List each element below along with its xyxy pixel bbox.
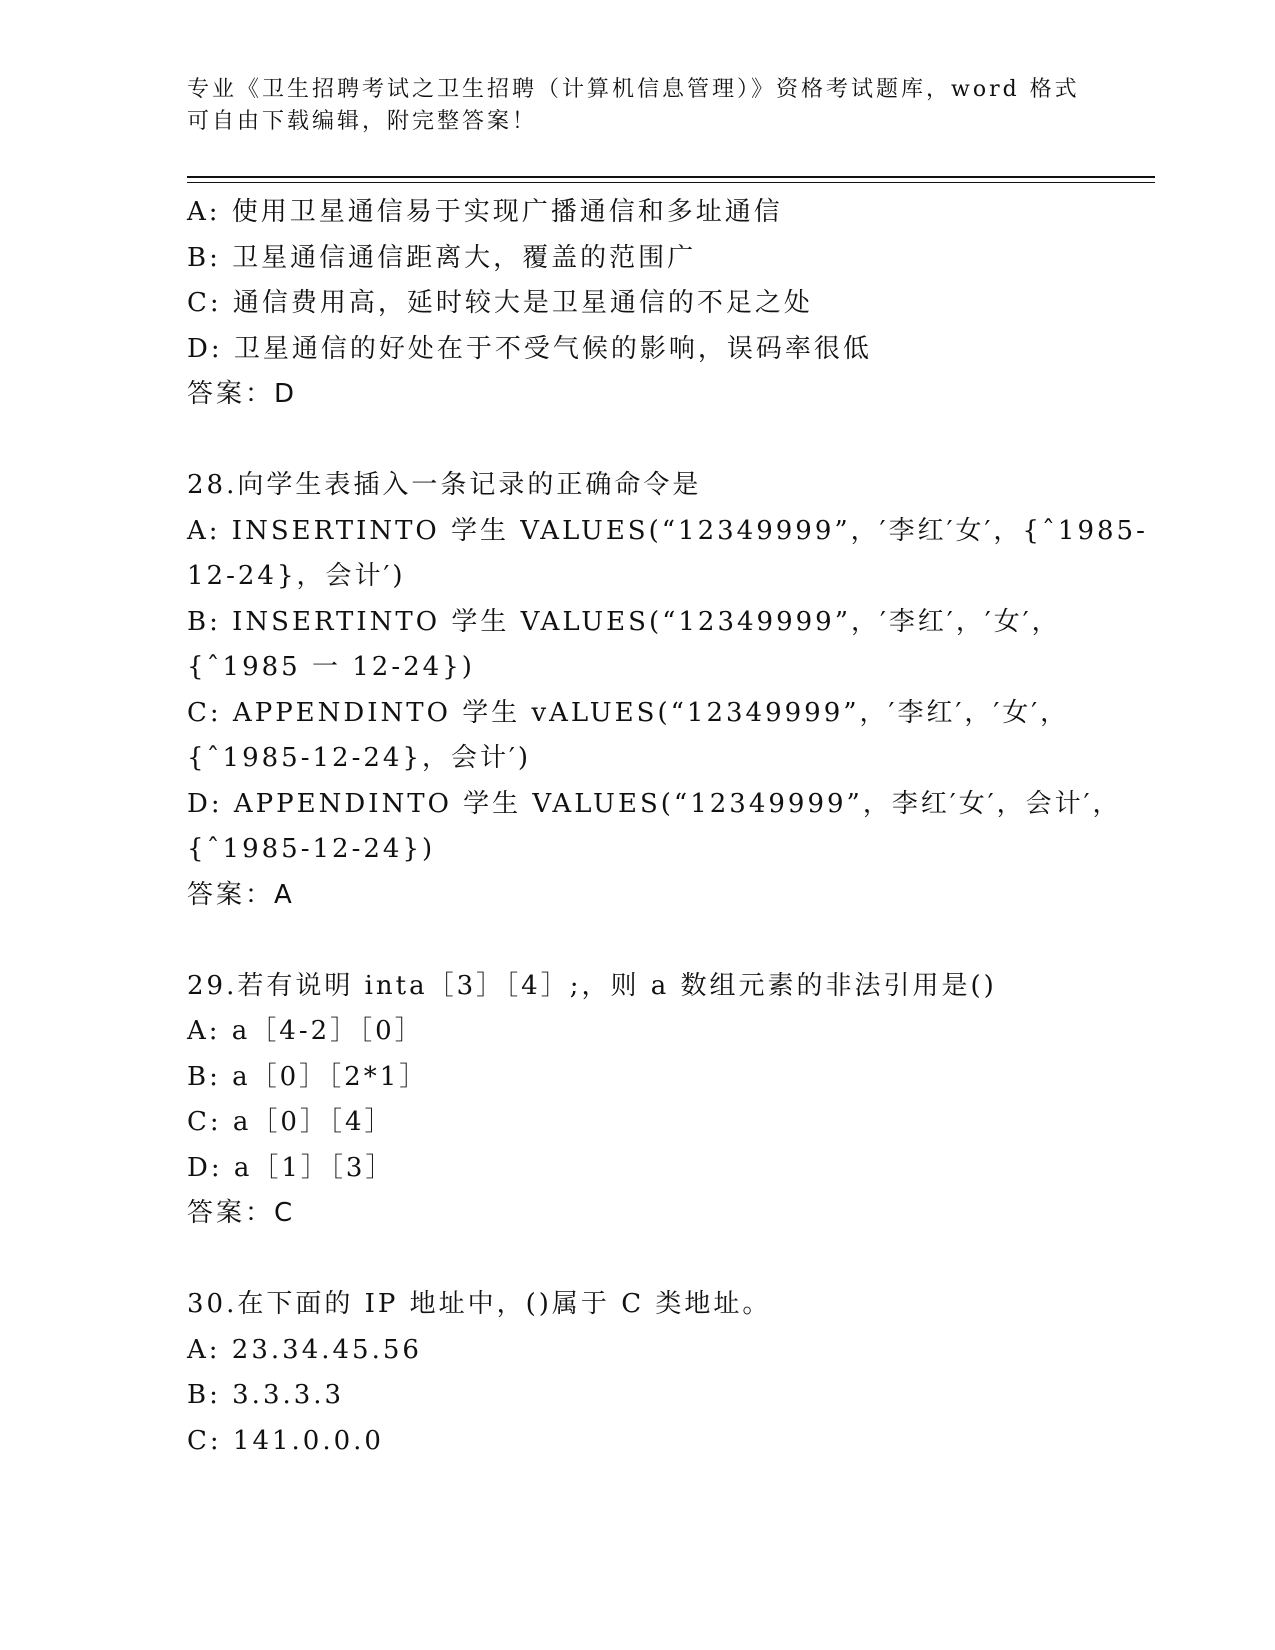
q29-option-d: D: a［1］［3］ xyxy=(187,1152,395,1183)
q29-question: 29.若有说明 inta［3］［4］;，则 a 数组元素的非法引用是() xyxy=(187,970,997,1001)
q28-option-b-line-1: B: INSERTINTO 学生 VALUES(“12349999”，′李红′，′女′， xyxy=(187,606,1061,637)
header-divider-thin xyxy=(187,182,1155,183)
q29-option-a: A: a［4-2］［0］ xyxy=(187,1016,424,1046)
q29-answer: 答案：C xyxy=(187,1198,296,1228)
spacer xyxy=(187,1237,1087,1283)
q27-option-a: A: 使用卫星通信易于实现广播通信和多址通信 xyxy=(187,197,783,227)
question-27-block xyxy=(187,190,1087,418)
q30-option-a: A: 23.34.45.56 xyxy=(187,1334,422,1365)
q29-option-b: B: a［0］［2*1］ xyxy=(187,1061,429,1092)
q30-question: 30.在下面的 IP 地址中，()属于 C 类地址。 xyxy=(187,1289,772,1319)
question-30-block xyxy=(187,1282,1087,1464)
spacer xyxy=(187,918,1087,964)
q27-option-b: B: 卫星通信通信距离大，覆盖的范围广 xyxy=(187,242,697,273)
header-line-2: 可自由下载编辑，附完整答案！ xyxy=(187,109,538,134)
document-header xyxy=(187,74,1087,138)
q27-answer: 答案：D xyxy=(187,379,298,409)
q29-option-c: C: a［0］［4］ xyxy=(187,1107,394,1137)
q27-option-d: D: 卫星通信的好处在于不受气候的影响，误码率很低 xyxy=(187,333,872,364)
q28-option-c-line-2: {ˆ1985-12-24}，会计′) xyxy=(187,743,532,773)
q30-option-c: C: 141.0.0.0 xyxy=(187,1425,384,1456)
question-29-block xyxy=(187,964,1087,1237)
q27-option-c: C: 通信费用高，延时较大是卫星通信的不足之处 xyxy=(187,288,813,318)
exam-content xyxy=(187,190,1148,1464)
q30-option-b: B: 3.3.3.3 xyxy=(187,1380,345,1410)
q28-option-a-line-2: 12-24}，会计′) xyxy=(187,561,406,591)
question-28-block xyxy=(187,463,1148,918)
q28-option-d-line-1: D: APPENDINTO 学生 VALUES(“12349999”，李红′女′，会计′， xyxy=(187,788,1122,819)
spacer xyxy=(187,418,1087,464)
q28-option-c-line-1: C: APPENDINTO 学生 vALUES(“12349999”，′李红′，′女′， xyxy=(187,697,1070,728)
header-divider-thick xyxy=(187,176,1155,178)
q28-option-a-line-1: A: INSERTINTO 学生 VALUES(“12349999”，′李红′女′，{ˆ1985- xyxy=(187,515,1148,546)
q28-option-d-line-2: {ˆ1985-12-24}) xyxy=(187,834,436,864)
q28-option-b-line-2: {ˆ1985 一 12-24}) xyxy=(187,652,475,682)
header-line-1: 专业《卫生招聘考试之卫生招聘（计算机信息管理）》资格考试题库，word 格式 xyxy=(187,77,1080,102)
q28-question: 28.向学生表插入一条记录的正确命令是 xyxy=(187,470,702,500)
q28-answer: 答案：A xyxy=(187,879,295,910)
